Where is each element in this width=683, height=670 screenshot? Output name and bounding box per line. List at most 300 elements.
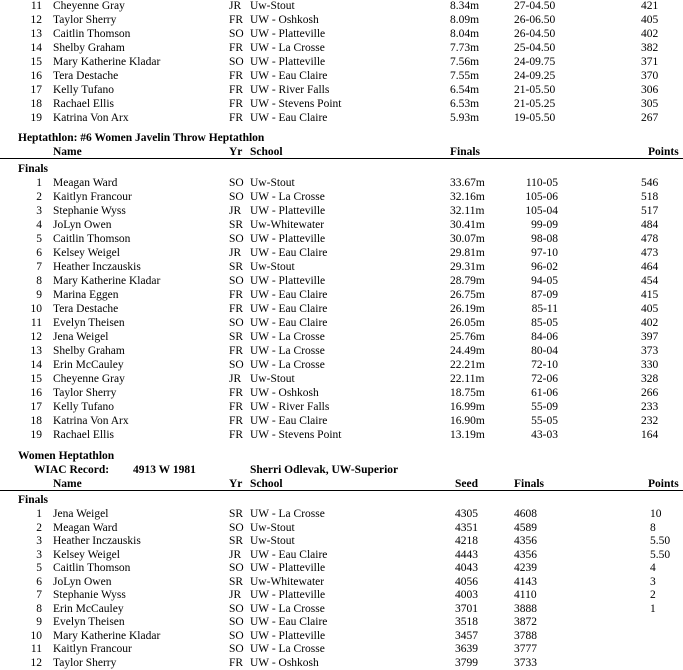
- points-cell: 473: [641, 247, 659, 259]
- year-cell: FR: [229, 42, 244, 54]
- finals-cell: 4608: [514, 508, 537, 520]
- athlete-name: Marina Eggen: [53, 289, 119, 301]
- points-cell: 517: [641, 205, 659, 217]
- seed-cell: 4305: [455, 508, 478, 520]
- points-cell: 405: [641, 303, 659, 315]
- athlete-name: Taylor Sherry: [53, 14, 117, 26]
- mark-cell: 6.54m: [450, 84, 480, 96]
- converted-mark-cell: 43-03: [531, 429, 558, 441]
- year-cell: FR: [229, 14, 244, 26]
- converted-mark-cell: 61-06: [531, 387, 558, 399]
- result-row: [0, 83, 683, 97]
- year-cell: SO: [229, 629, 244, 642]
- school-cell: UW - Platteville: [250, 562, 326, 574]
- seed-cell: 3701: [455, 602, 478, 615]
- header-yr: Yr: [229, 478, 243, 490]
- mark-cell: 7.73m: [450, 42, 480, 54]
- place-cell: 17: [30, 401, 42, 413]
- record-label: WIAC Record:: [34, 464, 110, 476]
- mark-cell: 7.56m: [450, 56, 480, 68]
- place-cell: 8: [36, 275, 42, 287]
- place-cell: 5: [36, 233, 42, 245]
- converted-mark-cell: 24-09.75: [514, 56, 556, 68]
- points-cell: 478: [641, 233, 659, 245]
- place-cell: 3: [36, 535, 42, 547]
- athlete-name: Kelsey Weigel: [53, 247, 120, 259]
- seed-cell: 4003: [455, 589, 478, 601]
- place-cell: 3: [36, 548, 42, 561]
- year-cell: SR: [229, 575, 244, 588]
- result-row: [0, 190, 683, 204]
- finals-cell: 4110: [514, 589, 537, 601]
- place-cell: 18: [30, 415, 42, 427]
- result-row: [0, 428, 683, 442]
- place-cell: 12: [30, 14, 42, 26]
- result-row: [0, 41, 683, 55]
- converted-mark-cell: 97-10: [531, 247, 558, 259]
- points-cell: 546: [641, 177, 659, 189]
- place-cell: 13: [30, 28, 42, 40]
- result-row: [0, 260, 683, 274]
- converted-mark-cell: 72-06: [531, 373, 558, 385]
- result-row: [0, 642, 683, 656]
- school-cell: UW - La Crosse: [250, 42, 325, 54]
- athlete-name: Evelyn Theisen: [53, 317, 125, 329]
- finals-cell: 3888: [514, 602, 537, 615]
- year-cell: JR: [229, 589, 242, 601]
- mark-cell: 26.05m: [450, 317, 485, 329]
- year-cell: FR: [229, 289, 244, 301]
- athlete-name: Shelby Graham: [53, 42, 125, 54]
- year-cell: JR: [229, 0, 242, 12]
- finals-cell: 3788: [514, 629, 537, 642]
- athlete-name: Erin McCauley: [53, 602, 124, 615]
- year-cell: SO: [229, 602, 244, 615]
- place-cell: 10: [30, 629, 42, 642]
- mark-cell: 6.53m: [450, 98, 480, 110]
- mark-cell: 32.16m: [450, 191, 485, 203]
- place-cell: 11: [30, 317, 42, 329]
- year-cell: FR: [229, 401, 244, 413]
- mark-cell: 16.90m: [450, 415, 485, 427]
- place-cell: 7: [36, 589, 42, 601]
- athlete-name: JoLyn Owen: [53, 575, 112, 588]
- result-row: [0, 602, 683, 616]
- points-cell: 5.50: [650, 548, 671, 561]
- school-cell: UW - Platteville: [250, 28, 326, 40]
- athlete-name: Erin McCauley: [53, 359, 124, 371]
- athlete-name: Meagan Ward: [53, 521, 118, 534]
- place-cell: 8: [36, 602, 42, 615]
- seed-cell: 3639: [455, 643, 478, 655]
- athlete-name: Mary Katherine Kladar: [53, 275, 161, 287]
- athlete-name: Tera Destache: [53, 70, 119, 82]
- result-row: [0, 372, 683, 386]
- result-row: [0, 218, 683, 232]
- finals-label: Finals: [18, 163, 49, 175]
- athlete-name: Cheyenne Gray: [53, 373, 125, 385]
- year-cell: FR: [229, 415, 244, 427]
- school-cell: Uw-Stout: [250, 177, 295, 189]
- athlete-name: Katrina Von Arx: [53, 112, 129, 124]
- place-cell: 17: [30, 84, 42, 96]
- year-cell: FR: [229, 387, 244, 399]
- seed-cell: 4351: [455, 521, 478, 534]
- converted-mark-cell: 87-09: [531, 289, 558, 301]
- school-cell: Uw-Stout: [250, 261, 295, 273]
- points-cell: 402: [641, 317, 659, 329]
- place-cell: 16: [30, 70, 42, 82]
- points-cell: 3: [650, 575, 656, 588]
- result-row: [0, 13, 683, 27]
- athlete-name: Cheyenne Gray: [53, 0, 125, 12]
- year-cell: FR: [229, 112, 244, 124]
- year-cell: SO: [229, 562, 244, 574]
- athlete-name: Caitlin Thomson: [53, 562, 131, 574]
- points-cell: 373: [641, 345, 659, 357]
- place-cell: 2: [36, 521, 42, 534]
- year-cell: SO: [229, 177, 244, 189]
- athlete-name: Taylor Sherry: [53, 656, 117, 669]
- athlete-name: Kaitlyn Francour: [53, 643, 132, 655]
- converted-mark-cell: 105-04: [525, 205, 558, 217]
- place-cell: 2: [36, 191, 42, 203]
- header-finals: Finals: [450, 146, 481, 158]
- converted-mark-cell: 110-05: [525, 177, 558, 189]
- year-cell: SO: [229, 317, 244, 329]
- result-row: [0, 615, 683, 629]
- year-cell: JR: [229, 247, 242, 259]
- mark-cell: 26.19m: [450, 303, 485, 315]
- result-row: [0, 548, 683, 562]
- year-cell: SR: [229, 331, 244, 343]
- points-cell: 454: [641, 275, 659, 287]
- converted-mark-cell: 98-08: [531, 233, 558, 245]
- mark-cell: 30.41m: [450, 219, 485, 231]
- converted-mark-cell: 105-06: [525, 191, 558, 203]
- place-cell: 19: [30, 429, 42, 441]
- header-school: School: [250, 146, 283, 158]
- athlete-name: Meagan Ward: [53, 177, 118, 189]
- points-cell: 266: [641, 387, 659, 399]
- mark-cell: 32.11m: [450, 205, 485, 217]
- mark-cell: 8.04m: [450, 28, 480, 40]
- school-cell: UW - River Falls: [250, 401, 330, 413]
- points-cell: 330: [641, 359, 659, 371]
- header-name: Name: [53, 146, 82, 158]
- converted-mark-cell: 26-06.50: [514, 14, 556, 26]
- result-row: [0, 561, 683, 575]
- school-cell: UW - La Crosse: [250, 345, 325, 357]
- mark-cell: 33.67m: [450, 177, 485, 189]
- result-row: [0, 316, 683, 330]
- converted-mark-cell: 21-05.25: [514, 98, 556, 110]
- place-cell: 1: [36, 508, 42, 520]
- place-cell: 12: [30, 656, 42, 669]
- school-cell: UW - Eau Claire: [250, 70, 328, 82]
- athlete-name: Katrina Von Arx: [53, 415, 129, 427]
- points-cell: 484: [641, 219, 659, 231]
- mark-cell: 8.09m: [450, 14, 480, 26]
- place-cell: 18: [30, 98, 42, 110]
- result-row: [0, 288, 683, 302]
- athlete-name: Kelsey Weigel: [53, 548, 120, 561]
- points-cell: 4: [650, 562, 656, 574]
- points-cell: 382: [641, 42, 659, 54]
- converted-mark-cell: 85-11: [531, 303, 558, 315]
- athlete-name: Stephanie Wyss: [53, 205, 126, 217]
- school-cell: UW - Platteville: [250, 205, 326, 217]
- year-cell: SO: [229, 191, 244, 203]
- header-points: Points: [648, 146, 679, 158]
- school-cell: UW - Oshkosh: [250, 656, 319, 669]
- converted-mark-cell: 85-05: [531, 317, 558, 329]
- athlete-name: Evelyn Theisen: [53, 616, 125, 628]
- result-row: [0, 55, 683, 69]
- record-holder: Sherri Odlevak, UW-Superior: [250, 464, 399, 476]
- year-cell: JR: [229, 205, 242, 217]
- mark-cell: 18.75m: [450, 387, 485, 399]
- header-yr: Yr: [229, 146, 243, 158]
- place-cell: 9: [36, 616, 42, 628]
- seed-cell: 3799: [455, 656, 478, 669]
- column-headers: [0, 145, 683, 159]
- result-row: [0, 97, 683, 111]
- athlete-name: Caitlin Thomson: [53, 233, 131, 245]
- points-cell: 8: [650, 521, 656, 534]
- result-row: [0, 588, 683, 602]
- record-line: [0, 463, 683, 477]
- year-cell: SR: [229, 508, 244, 520]
- seed-cell: 4043: [455, 562, 478, 574]
- school-cell: UW - La Crosse: [250, 191, 325, 203]
- converted-mark-cell: 96-02: [531, 261, 558, 273]
- section-title: Heptathlon: #6 Women Javelin Throw Heptathlon: [18, 132, 265, 144]
- school-cell: UW - Platteville: [250, 629, 326, 642]
- finals-cell: 4589: [514, 521, 537, 534]
- school-cell: Uw-Whitewater: [250, 219, 325, 231]
- place-cell: 12: [30, 331, 42, 343]
- converted-mark-cell: 26-04.50: [514, 28, 556, 40]
- header-points: Points: [648, 478, 679, 490]
- converted-mark-cell: 55-05: [531, 415, 558, 427]
- place-cell: 11: [30, 643, 42, 655]
- place-cell: 4: [36, 219, 42, 231]
- result-row: [0, 330, 683, 344]
- finals-label: Finals: [18, 494, 49, 506]
- place-cell: 6: [36, 247, 42, 259]
- place-cell: 6: [36, 575, 42, 588]
- result-row: [0, 386, 683, 400]
- finals-cell: 4143: [514, 575, 537, 588]
- converted-mark-cell: 25-04.50: [514, 42, 556, 54]
- converted-mark-cell: 24-09.25: [514, 70, 556, 82]
- result-row: [0, 358, 683, 372]
- school-cell: UW - Oshkosh: [250, 14, 319, 26]
- athlete-name: JoLyn Owen: [53, 219, 112, 231]
- place-cell: 14: [30, 42, 42, 54]
- school-cell: UW - Eau Claire: [250, 247, 328, 259]
- athlete-name: Mary Katherine Kladar: [53, 56, 161, 68]
- points-cell: 370: [641, 70, 659, 82]
- converted-mark-cell: 21-05.50: [514, 84, 556, 96]
- year-cell: FR: [229, 429, 244, 441]
- header-seed: Seed: [455, 478, 478, 490]
- year-cell: SO: [229, 275, 244, 287]
- year-cell: FR: [229, 70, 244, 82]
- mark-cell: 22.21m: [450, 359, 485, 371]
- school-cell: UW - La Crosse: [250, 331, 325, 343]
- school-cell: UW - Eau Claire: [250, 548, 328, 561]
- result-row: [0, 0, 683, 13]
- mark-cell: 26.75m: [450, 289, 485, 301]
- school-cell: UW - Eau Claire: [250, 112, 328, 124]
- points-cell: 421: [641, 0, 659, 12]
- points-cell: 10: [650, 508, 662, 520]
- year-cell: SO: [229, 28, 244, 40]
- result-row: [0, 176, 683, 190]
- athlete-name: Kelly Tufano: [53, 84, 115, 96]
- result-row: [0, 232, 683, 246]
- converted-mark-cell: 94-05: [531, 275, 558, 287]
- seed-cell: 4056: [455, 575, 478, 588]
- place-cell: 3: [36, 205, 42, 217]
- result-row: [0, 521, 683, 535]
- converted-mark-cell: 19-05.50: [514, 112, 556, 124]
- year-cell: SR: [229, 261, 244, 273]
- athlete-name: Shelby Graham: [53, 345, 125, 357]
- result-row: [0, 414, 683, 428]
- athlete-name: Stephanie Wyss: [53, 589, 126, 601]
- place-cell: 15: [30, 373, 42, 385]
- school-cell: UW - River Falls: [250, 84, 330, 96]
- points-cell: 2: [650, 589, 656, 601]
- school-cell: UW - La Crosse: [250, 359, 325, 371]
- converted-mark-cell: 27-04.50: [514, 0, 556, 12]
- place-cell: 19: [30, 112, 42, 124]
- mark-cell: 28.79m: [450, 275, 485, 287]
- result-row: [0, 27, 683, 41]
- mark-cell: 13.19m: [450, 429, 485, 441]
- seed-cell: 4443: [455, 548, 478, 561]
- school-cell: Uw-Stout: [250, 535, 295, 547]
- place-cell: 9: [36, 289, 42, 301]
- converted-mark-cell: 99-09: [531, 219, 558, 231]
- points-cell: 371: [641, 56, 659, 68]
- school-cell: Uw-Stout: [250, 0, 295, 12]
- points-cell: 267: [641, 112, 659, 124]
- seed-cell: 4218: [455, 535, 478, 547]
- athlete-name: Jena Weigel: [53, 508, 109, 520]
- converted-mark-cell: 55-09: [531, 401, 558, 413]
- athlete-name: Heather Inczauskis: [53, 535, 141, 547]
- year-cell: SO: [229, 616, 244, 628]
- school-cell: UW - Platteville: [250, 589, 326, 601]
- points-cell: 397: [641, 331, 659, 343]
- school-cell: UW - Stevens Point: [250, 98, 342, 110]
- mark-cell: 24.49m: [450, 345, 485, 357]
- result-row: [0, 302, 683, 316]
- points-cell: 306: [641, 84, 659, 96]
- points-cell: 232: [641, 415, 659, 427]
- header-finals: Finals: [514, 478, 545, 490]
- athlete-name: Kaitlyn Francour: [53, 191, 132, 203]
- athlete-name: Taylor Sherry: [53, 387, 117, 399]
- year-cell: FR: [229, 98, 244, 110]
- seed-cell: 3518: [455, 616, 478, 628]
- header-school: School: [250, 478, 283, 490]
- school-cell: UW - La Crosse: [250, 602, 325, 615]
- finals-cell: 4356: [514, 535, 537, 547]
- points-cell: 328: [641, 373, 659, 385]
- school-cell: UW - Eau Claire: [250, 303, 328, 315]
- school-cell: UW - Platteville: [250, 275, 326, 287]
- mark-cell: 8.34m: [450, 0, 480, 12]
- points-cell: 464: [641, 261, 659, 273]
- section-title: Women Heptathlon: [18, 450, 115, 462]
- points-cell: 1: [650, 602, 656, 615]
- athlete-name: Heather Inczauskis: [53, 261, 141, 273]
- place-cell: 16: [30, 387, 42, 399]
- result-row: [0, 507, 683, 521]
- year-cell: JR: [229, 548, 242, 561]
- year-cell: SR: [229, 219, 244, 231]
- school-cell: UW - La Crosse: [250, 508, 325, 520]
- school-cell: UW - La Crosse: [250, 643, 325, 655]
- result-row: [0, 111, 683, 125]
- seed-cell: 3457: [455, 629, 478, 642]
- mark-cell: 5.93m: [450, 112, 480, 124]
- school-cell: UW - Eau Claire: [250, 415, 328, 427]
- points-cell: 164: [641, 429, 659, 441]
- school-cell: UW - Oshkosh: [250, 387, 319, 399]
- year-cell: SO: [229, 359, 244, 371]
- school-cell: Uw-Stout: [250, 521, 295, 534]
- mark-cell: 7.55m: [450, 70, 480, 82]
- points-cell: 405: [641, 14, 659, 26]
- school-cell: UW - Stevens Point: [250, 429, 342, 441]
- school-cell: Uw-Stout: [250, 373, 295, 385]
- converted-mark-cell: 80-04: [531, 345, 558, 357]
- school-cell: UW - Eau Claire: [250, 317, 328, 329]
- athlete-name: Kelly Tufano: [53, 401, 115, 413]
- result-row: [0, 246, 683, 260]
- school-cell: UW - Platteville: [250, 233, 326, 245]
- athlete-name: Rachael Ellis: [53, 429, 114, 441]
- school-cell: Uw-Whitewater: [250, 575, 325, 588]
- mark-cell: 30.07m: [450, 233, 485, 245]
- header-name: Name: [53, 478, 82, 490]
- place-cell: 7: [36, 261, 42, 273]
- year-cell: JR: [229, 373, 242, 385]
- mark-cell: 22.11m: [450, 373, 485, 385]
- year-cell: SR: [229, 535, 244, 547]
- points-cell: 305: [641, 98, 659, 110]
- place-cell: 14: [30, 359, 42, 371]
- result-row: [0, 534, 683, 548]
- points-cell: 5.50: [650, 535, 671, 547]
- school-cell: UW - Platteville: [250, 56, 326, 68]
- place-cell: 5: [36, 562, 42, 574]
- points-cell: 402: [641, 28, 659, 40]
- points-cell: 518: [641, 191, 659, 203]
- record-value: 4913 W 1981: [133, 464, 196, 476]
- finals-cell: 4356: [514, 548, 537, 561]
- school-cell: UW - Eau Claire: [250, 289, 328, 301]
- year-cell: FR: [229, 84, 244, 96]
- athlete-name: Jena Weigel: [53, 331, 109, 343]
- mark-cell: 29.31m: [450, 261, 485, 273]
